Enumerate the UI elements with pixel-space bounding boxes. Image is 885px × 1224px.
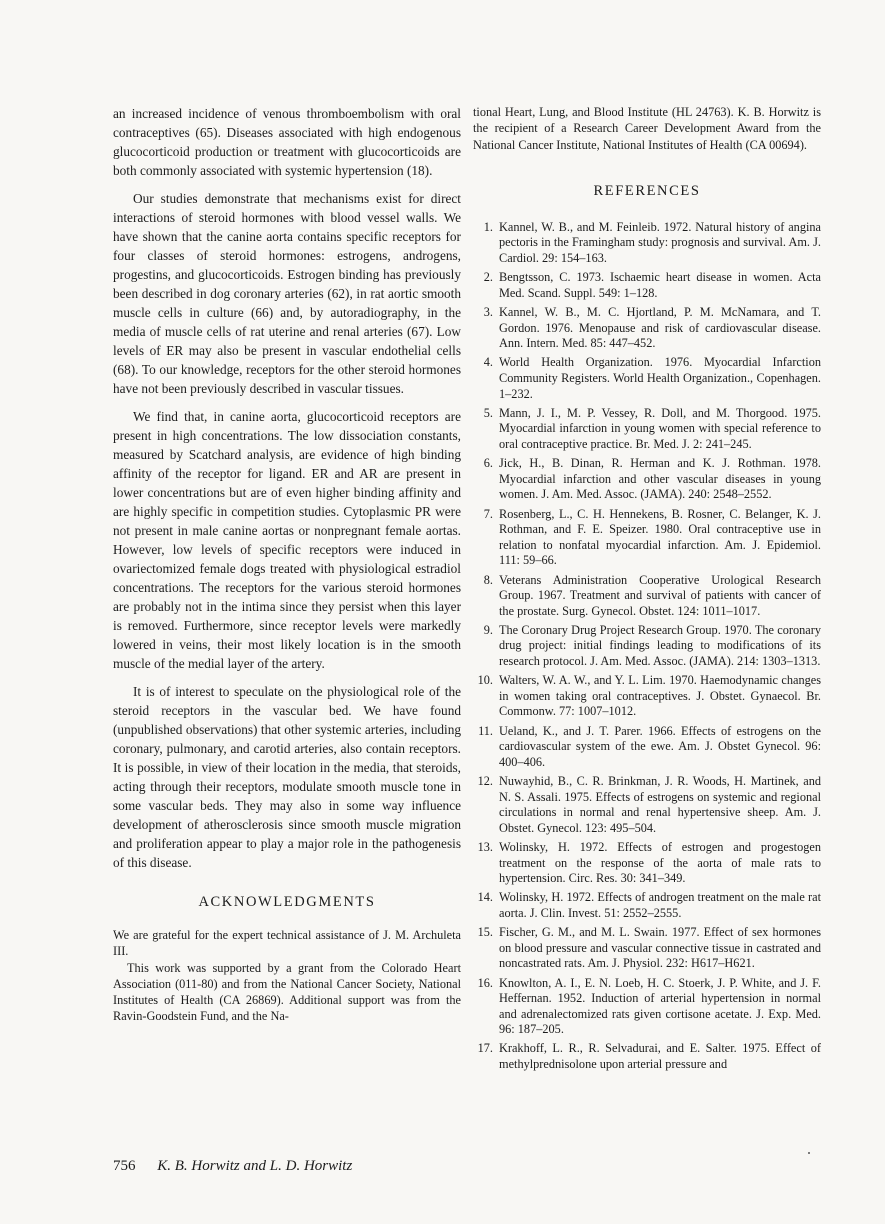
body-paragraph: an increased incidence of venous thromboembolism with oral contraceptives (65). Diseases associated with high endogenous glucocorticoid production or treatment with glucocorticoids are both commonly associated with systemic hypertension (18). [113, 106, 461, 178]
reference-number: 2. [483, 270, 493, 285]
body-paragraph: It is of interest to speculate on the physiological role of the steroid receptors in the vascular bed. We have found (unpublished observations) that other systemic arteries, including coronary, pulmonary, and carotid arteries, also contain receptors. It is possible, in view of their location in the media, that steroids, acting through their receptors, modulate smooth muscle tone in some vascular beds. They may also in some way influence development of atherosclerosis since smooth muscle migration and proliferation appear to play a major role in the pathogenesis of this disease. [113, 684, 461, 870]
reference-number: 1. [483, 219, 493, 234]
reference-number: 16. [477, 975, 493, 990]
reference-number: 7. [483, 506, 493, 521]
reference-item [473, 220, 821, 267]
reference-item [473, 673, 821, 720]
right-column [473, 104, 821, 1076]
reference-text: Mann, J. I., M. P. Vessey, R. Doll, and M. Thorgood. 1975. Myocardial infarction in young women with special reference to oral contraceptive practice. Br. Med. J. 2: 241–245. [499, 405, 821, 451]
reference-item [473, 355, 821, 402]
reference-text: Rosenberg, L., C. H. Hennekens, B. Rosner, C. Belanger, K. J. Rothman, and F. E. Speizer. 1980. Oral contraceptive use in relation to nonfatal myocardial infarction. Am. J. Epidemiol. 111: 59–66. [499, 506, 821, 568]
reference-number: 8. [483, 572, 493, 587]
reference-number: 15. [477, 925, 493, 940]
reference-text: Ueland, K., and J. T. Parer. 1966. Effects of estrogens on the cardiovascular system of the ewe. Am. J. Obstet Gynecol. 96: 400–406. [499, 723, 821, 769]
reference-text: Walters, W. A. W., and Y. L. Lim. 1970. Haemodynamic changes in women taking oral contraceptives. J. Obstet. Gynaecol. Br. Commonw. 77: 1007–1012. [499, 673, 821, 719]
reference-item [473, 406, 821, 453]
reference-number: 11. [478, 723, 493, 738]
reference-item [473, 305, 821, 352]
reference-number: 14. [477, 890, 493, 905]
reference-item [473, 976, 821, 1038]
reference-text: Bengtsson, C. 1973. Ischaemic heart disease in women. Acta Med. Scand. Suppl. 549: 1–128. [499, 270, 821, 300]
reference-item [473, 774, 821, 836]
page-number: 756 [113, 1158, 136, 1174]
body-paragraph: Our studies demonstrate that mechanisms exist for direct interactions of steroid hormones with blood vessel walls. We have shown that the canine aorta contains specific receptors for four classes of steroid hormones: estrogens, androgens, progestins, and glucocorticoids. Estrogen binding has previously been described in dog coronary arteries (62), in rat aortic smooth muscle cells in culture (66) and, by autoradiography, in the media of muscle cells of rat uterine and renal arteries (67). Low levels of ER may also be present in vascular endothelial cells (68). To our knowledge, receptors for the other steroid hormones have not been previously described in vascular tissues. [113, 191, 461, 396]
reference-number: 6. [483, 456, 493, 471]
page-footer [113, 1158, 352, 1175]
reference-text: Krakhoff, L. R., R. Selvadurai, and E. Salter. 1975. Effect of methylprednisolone upon arterial pressure and [499, 1041, 821, 1072]
reference-text: The Coronary Drug Project Research Group. 1970. The coronary drug project: initial findings leading to modifications of its research protocol. J. Am. Med. Assoc. (JAMA). 214: 1303–1313. [499, 622, 821, 669]
reference-number: 12. [477, 774, 493, 789]
reference-item [473, 507, 821, 569]
reference-text: Knowlton, A. I., E. N. Loeb, H. C. Stoerk, J. P. White, and J. F. Heffernan. 1952. Induction of arterial hypertension in normal and adrenalectomized rats given cortisone acetate. J. Exp. Med. 96: 187–205. [499, 975, 821, 1037]
acknowledgments-heading: ACKNOWLEDGMENTS [198, 894, 376, 910]
reference-text: Kannel, W. B., M. C. Hjortland, P. M. McNamara, and T. Gordon. 1976. Menopause and risk of cardiovascular disease. Ann. Intern. Med. 85: 447–452. [499, 305, 821, 351]
body-paragraph: We find that, in canine aorta, glucocorticoid receptors are present in high concentrations. The low dissociation constants, measured by Scatchard analysis, are evidence of high binding affinity of the receptor for ligand. ER and AR are present in lower concentrations but are of even higher binding affinity and are highly specific in competition studies. Cytoplasmic PR were not present in male canine aortas or nonpregnant female aortas. However, low levels of specific receptors were induced in ovariectomized female dogs treated with physiological estradiol concentrations. The receptors for the various steroid hormones are probably not in the intima since they persist when this layer is removed. Furthermore, since receptor levels were markedly lowered in veins, their most likely location is in the smooth muscle of the medial layer of the artery. [113, 409, 461, 671]
reference-number: 5. [483, 405, 493, 420]
reference-text: Wolinsky, H. 1972. Effects of androgen treatment on the male rat aorta. J. Clin. Invest. 51: 2552–2555. [499, 890, 821, 920]
reference-text: World Health Organization. 1976. Myocardial Infarction Community Registers. World Health Organization., Copenhagen. 1–232. [499, 355, 821, 401]
reference-number: 10. [477, 673, 493, 688]
reference-item [473, 270, 821, 301]
running-authors: K. B. Horwitz and L. D. Horwitz [157, 1158, 353, 1174]
reference-item [473, 1041, 821, 1072]
acknowledgment-paragraph: We are grateful for the expert technical assistance of J. M. Archuleta III. [113, 928, 461, 959]
references-heading: REFERENCES [593, 182, 701, 199]
reference-number: 13. [477, 839, 493, 854]
reference-text: Wolinsky, H. 1972. Effects of estrogen and progestogen treatment on the response of the aorta of male rats to hypertension. Circ. Res. 30: 341–349. [499, 839, 821, 886]
reference-text: Veterans Administration Cooperative Urological Research Group. 1967. Treatment and survival of patients with cancer of the prostate. Surg. Gynecol. Obstet. 124: 1011–1017. [499, 572, 821, 618]
reference-item [473, 840, 821, 887]
reference-text: Kannel, W. B., and M. Feinleib. 1972. Natural history of angina pectoris in the Framingham study: prognosis and survival. Am. J. Cardiol. 29: 154–163. [499, 219, 821, 266]
reference-item [473, 623, 821, 670]
reference-number: 4. [483, 355, 493, 370]
reference-text: Jick, H., B. Dinan, R. Herman and K. J. Rothman. 1978. Myocardial infarction and other vascular diseases in young women. J. Am. Med. Assoc. (JAMA). 240: 2548–2552. [499, 456, 821, 502]
reference-list [473, 220, 821, 1073]
reference-number: 3. [483, 305, 493, 320]
reference-text: Nuwayhid, B., C. R. Brinkman, J. R. Woods, H. Martinek, and N. S. Assali. 1975. Effects of estrogens on systemic and regional circulations in normal and renal hypertensive sheep. Am. J. Obstet. Gynecol. 123: 495–504. [499, 774, 821, 835]
acknowledgment-paragraph: This work was supported by a grant from the Colorado Heart Association (011-80) and from the National Cancer Society, National Institutes of Health (CA 26869). Additional support was from the Ravin-Goodstein Fund, and the Na- [113, 960, 461, 1024]
reference-item [473, 925, 821, 972]
reference-item [473, 890, 821, 921]
reference-number: 17. [477, 1041, 493, 1056]
reference-text: Fischer, G. M., and M. L. Swain. 1977. Effect of sex hormones on blood pressure and vascular connective tissue in castrated and noncastrated rats. Am. J. Physiol. 232: H617–H621. [499, 925, 821, 971]
left-column [113, 104, 461, 1025]
print-speck [808, 1152, 810, 1154]
reference-number: 9. [483, 622, 493, 637]
reference-item [473, 573, 821, 620]
reference-item [473, 724, 821, 771]
reference-item [473, 456, 821, 503]
acknowledgment-continued: tional Heart, Lung, and Blood Institute (HL 24763). K. B. Horwitz is the recipient of a Research Career Development Award from the National Cancer Institute, National Institutes of Health (CA 00694). [473, 105, 821, 152]
